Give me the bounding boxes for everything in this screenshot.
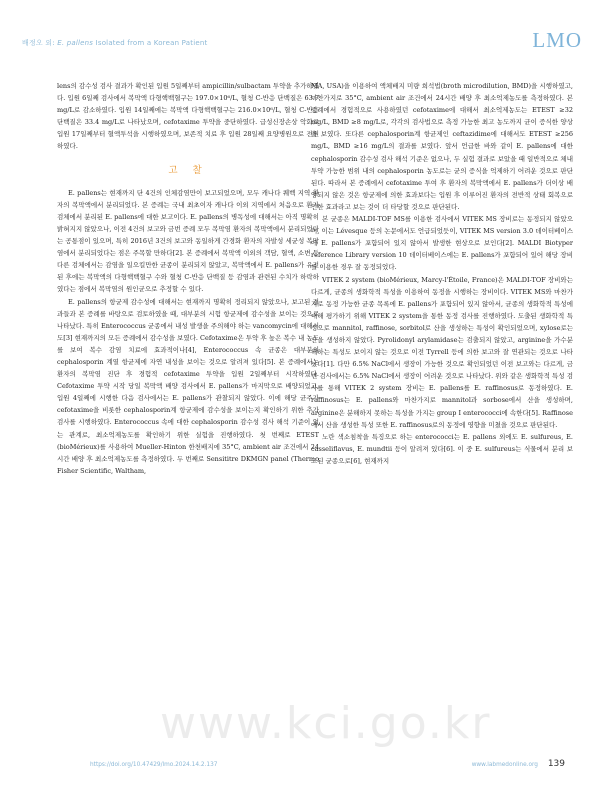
paragraph: VITEK 2 system (bioMérieux, Marcy-l'Étoile, France)은 MALDI-TOF 장비와는 다르게, 균종의 생화학적 특성을 이용하여 동정을 시행하는 장비이다. VITEK MS와 마찬가지로 동정 가능한 균종 목록에 E. pallens가 포함되어 있지 않아서, 균종의 생화학적 특성에 대해 평가하기 위해 VITEK 2 system을 통한 동정 검사를 진행하였다. 도출된 생화학적 특성으로 mannitol, raffinose, sorbitol로 산을 생성하는 특성이 확인되었으며, xylose로는 산을 생성하지 않았다. Pyrolidonyl arylamidase는 검출되지 않았고, arginine을 가수분해하는 특성도 보이지 않는 것으로 이전 Tyrrell 등에 의한 보고와 잘 연관되는 것으로 나타났다[1]. 다만 6.5% NaCl에서 생장이 가능한 것으로 확인되었던 이전 보고와는 다르게, 금번 검사에서는 6.5% NaCl에서 생장이 어려운 것으로 나타났다. 위와 같은 생화학적 특성 검사를 통해 VITEK 2 system 장비는 E. pallens를 E. raffinosus로 동정하였다. E. raffinosus는 E. pallens와 마찬가지로 mannitol과 sorbose에서 산을 생성하며, arginine은 분해하지 못하는 특성을 가지는 group I enterococci에 속한다[5]. Raffinose에서 산을 생성한 특성 또한 E. raffinosus로의 동정에 영향을 미쳤을 것으로 판단된다. (311, 275, 573, 429)
left-column (57, 80, 319, 477)
paragraph: E. pallens의 항균제 감수성에 대해서는 현재까지 명확히 정리되지 않았으나, 보고된 결과들과 본 증례를 바탕으로 검토하였을 때, 대부분의 시험 항균제에 감수성을 보이는 것으로 나타났다. 특히 Enterococcus 균종에서 내성 발생을 주의해야 하는 vancomycin에 대해서도[3] 현재까지의 모든 증례에서 감수성을 보였다. Cefotaxime은 투약 후 높은 복수 내 농도를 보여 복수 감염 치료에 효과적이나[4], Enterococcus 속 균종은 대부분의 cephalosporin 계열 항균제에 자연 내성을 보이는 것으로 알려져 있다[5]. 본 증례에서는 환자의 복막염 진단 후 경험적 cefotaxime 투약을 입원 2일째부터 시작하였다. Cefotaxime 투약 시작 당일 복막액 배양 검사에서 E. pallens가 마지막으로 배양되었고, 입원 4일째에 시행한 다음 검사에서는 E. pallens가 관찰되지 않았다. 이에 해당 균주가 cefotaxime을 비롯한 cephalosporin계 항균제에 감수성을 보이는지 확인하기 위한 추가 검사를 시행하였다. Enterococcus 속에 대한 cephalosporin 감수성 검사 해석 기준이 없는 관계로, 최소억제농도를 확인하기 위한 실험을 진행하였다. 첫 번째로 ETEST (bioMérieux)를 사용하여 Mueller-Hinton 한천배지에 35°C, ambient air 조건에서 24시간 배양 후 최소억제농도를 측정하였다. 두 번째로 Sensititre DKMGN panel (Thermo Fisher Scientific, Waltham, (57, 297, 319, 475)
paragraph: E. pallens는 현재까지 단 4건의 인체감염만이 보고되었으며, 모두 캐나다 퀘벡 지역 환자의 복막액에서 분리되었다. 본 증례는 국내 최초이자 캐나다 이외 지역에서 처음으로 환자 검체에서 분리된 E. pallens에 대한 보고이다. E. pallens의 병독성에 대해서는 아직 명확히 밝혀지지 않았으나, 이전 4건의 보고와 금번 증례 모두 복막염 환자의 복막액에서 분리되었다는 공통점이 있으며, 특히 2016년 3건의 보고와 동일하게 간경화 환자의 자발성 세균성 복막염에서 분리되었다는 점은 주목할 만하다[2]. 본 증례에서 복막액 이외의 객담, 혈액, 소변 등 다른 검체에서는 감염을 일으킬만한 균종이 분리되지 않았고, 복막액에서 E. pallens가 유전된 후에는 복막액의 다형핵백혈구 수와 혈청 C-반응 단백질 등 감염과 관련된 수치가 하락하였다는 점에서 복막염의 원인균으로 추정할 수 있다. (57, 188, 319, 294)
running-title: 배정오 외: E. pallens Isolated from a Korean Patient (22, 39, 208, 47)
page-header (0, 0, 600, 80)
right-column (311, 80, 573, 467)
paragraph: lens의 감수성 검사 결과가 확인된 입원 5일째부터 ampicillin/sulbactam 투약을 추가하였다. 입원 6일째 검사에서 복막액 다형핵백혈구는 197.0×10⁶/L, 혈청 C-반응 단백질은 63.7 mg/L로 감소하였다. 입원 14일째에는 복막액 다형핵백혈구는 216.0×10⁶/L, 혈청 C-반응 단백질은 33.4 mg/L로 나타났으며, cefotaxime 투약을 중단하였다. 급성신장손상 악화로 입원 17일째부터 혈액투석을 시행하였으며, 보존적 치료 후 입원 28일째 요양병원으로 전원하였다. (57, 82, 319, 151)
website-link[interactable]: www.labmedonline.org (471, 762, 538, 768)
paragraph: 노란 색소침착을 특징으로 하는 enterococci는 E. pallens 외에도 E. sulfureus, E. casseliflavus, E. mundtii 등이 알려져 있다[6]. 이 중 E. sulfureus는 식물에서 분리 보고된 균종으로[6], 현재까지 (311, 432, 573, 465)
page-number: 139 (547, 759, 565, 769)
journal-logo: LMO (532, 28, 582, 52)
doi-link[interactable]: https://doi.org/10.47429/lmo.2024.14.2.137 (90, 762, 218, 768)
paragraph: MA, USA)을 이용하여 액체배지 미량 희석법(broth microdilution, BMD)을 시행하였고, 마찬가지로 35°C, ambient air 조건에서 24시간 배양 후 최소억제농도를 측정하였다. 본 증례에서 경험적으로 사용하였던 cefotaxime에 대해서 최소억제농도는 ETEST ≥32 mg/L, BMD ≥8 mg/L로, 각각의 검사법으로 측정 가능한 최고 농도까지 균이 증식한 양상을 보였다. 또다른 cephalosporin계 항균제인 ceftazidime에 대해서도 ETEST ≥256 mg/L, BMD ≥16 mg/L의 결과를 보였다. 앞서 언급한 바와 같이 E. pallens에 대한 cephalosporin 감수성 검사 해석 기준은 없으나, 두 실험 결과로 보았을 때 일반적으로 체내 투약 가능한 범위 내의 cephalosporin 농도로는 균의 증식을 억제하기 어려운 것으로 판단된다. 따라서 본 증례에서 cefotaxime 투여 후 환자의 복막액에서 E. pallens가 더이상 배양되지 않은 것은 항균제에 의한 효과보다는 입원 후 이루어진 환자의 전반적 상태 회복으로 인한 효과라고 보는 것이 더 타당할 것으로 판단된다. (311, 82, 573, 211)
watermark: www.kci.go.kr (160, 698, 492, 749)
section-title-discussion: 고 찰 (168, 164, 208, 176)
paragraph: 본 균종은 MALDI-TOF MS를 이용한 검사에서 VITEK MS 장비로는 동정되지 않았으며, 이는 Lévesque 등의 논문에서도 언급되었듯이, VITEK MS version 3.0 데이터베이스에 E. pallens가 포함되어 있지 않아서 발생한 현상으로 보인다[2]. MALDI Biotyper reference Library version 10 데이터베이스에는 E. pallens가 포함되어 있어 해당 장비를 이용한 경우 잘 동정되었다. (311, 215, 573, 272)
